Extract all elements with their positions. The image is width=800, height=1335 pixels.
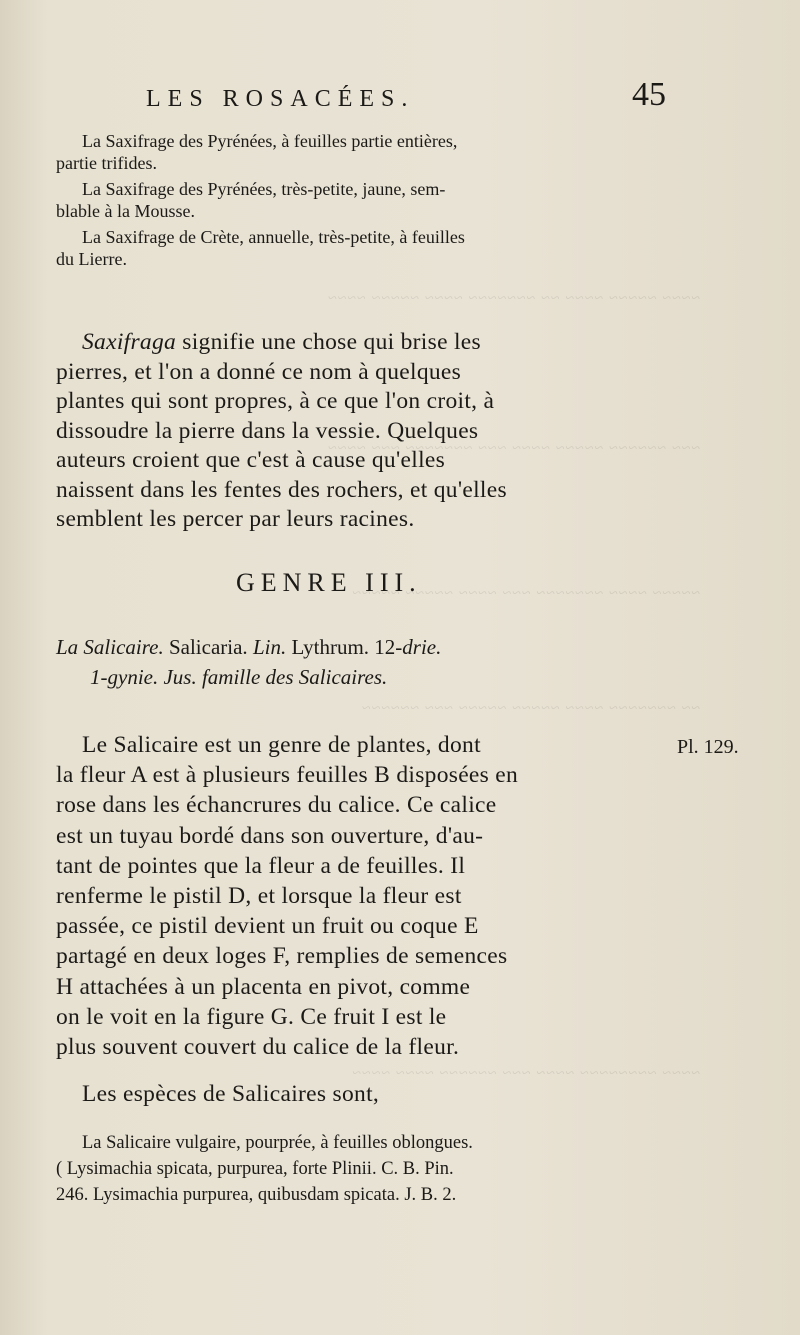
paragraph-line: H attachées à un placenta en pivot, comme <box>56 973 471 1000</box>
species-entry <box>56 1130 668 1208</box>
plate-reference: Pl. 129. <box>677 736 739 758</box>
paragraph-line: tant de pointes que la fleur a de feuilles. Il <box>56 852 466 879</box>
species-intro <box>56 1080 668 1110</box>
paragraph-line: rose dans les échancrures du calice. Ce calice <box>56 792 497 819</box>
paragraph-line: renferme le pistil D, et lorsque la fleur est <box>56 883 462 910</box>
paragraph-line: semblent les percer par leurs racines. <box>56 506 415 532</box>
page-header <box>146 76 666 120</box>
running-head: LES ROSACÉES. <box>146 86 415 112</box>
paragraph-line: Le Salicaire est un genre de plantes, dont <box>82 732 481 758</box>
species-line: La Saxifrage des Pyrénées, très-petite, jaune, sem- <box>82 179 446 199</box>
paragraph-line: on le voit en la figure G. Ce fruit I est le <box>56 1003 447 1030</box>
species-line: 246. Lysimachia purpurea, quibusdam spicata. J. B. 2. <box>56 1185 457 1205</box>
paragraph-line: plantes qui sont propres, à ce que l'on croit, à <box>56 388 495 414</box>
species-line: blable à la Mousse. <box>56 201 195 221</box>
paragraph-line: Saxifraga signifie une chose qui brise les <box>82 329 481 355</box>
species-line: partie trifides. <box>56 153 157 173</box>
subtitle-line: La Salicaire. Salicaria. Lin. Lythrum. 12-drie. <box>56 635 442 659</box>
paragraph-line: plus souvent couvert du calice de la fleur. <box>56 1034 460 1061</box>
genre-heading: GENRE III. <box>236 568 422 597</box>
paragraph-line: auteurs croient que c'est à cause qu'elles <box>56 447 446 473</box>
show-through-texture: ~~~~~ ~~~~ ~~~~~~~ ~~~ ~~~~ ~~~~~ ~~~~~ <box>351 585 700 602</box>
paragraph-line: dissoudre la pierre dans la vessie. Quelques <box>56 417 479 444</box>
paragraph-line: pierres, et l'on a donné ce nom à quelques <box>56 358 462 385</box>
paragraph-line: est un tuyau bordé dans son ouverture, d'au- <box>56 822 484 849</box>
species-list-top <box>56 130 668 270</box>
page-number: 45 <box>632 76 666 113</box>
genre-subtitle <box>56 632 668 692</box>
show-through-texture: ~~~~ ~~~~~ ~~~~ ~~ ~~~~~~~ ~~~~ ~~~~~ ~~~~ <box>327 290 700 307</box>
etymology-paragraph <box>56 328 668 535</box>
subtitle-line: 1-gynie. Jus. famille des Salicaires. <box>90 665 388 689</box>
paragraph-line: naissent dans les fentes des rochers, et qu'elles <box>56 476 507 503</box>
paragraph-line: passée, ce pistil devient un fruit ou coque E <box>56 913 479 940</box>
show-through-texture: ~~~ ~~~~~~ ~~~~~ ~~~~ ~~~ ~~~~~~~ ~~~ ~~~~ <box>327 440 700 457</box>
species-line: La Saxifrage de Crète, annuelle, très-petite, à feuilles <box>82 227 465 247</box>
intro-line: Les espèces de Salicaires sont, <box>82 1081 380 1107</box>
latin-term: Saxifraga <box>82 329 177 355</box>
paragraph-line: partagé en deux loges F, remplies de semences <box>56 943 508 970</box>
paragraph-line: la fleur A est à plusieurs feuilles B disposées en <box>56 762 519 789</box>
species-line: ( Lysimachia spicata, purpurea, forte Plinii. C. B. Pin. <box>56 1159 454 1179</box>
description-paragraph <box>56 730 668 1062</box>
species-line: La Saxifrage des Pyrénées, à feuilles partie entières, <box>82 131 458 151</box>
species-line: La Salicaire vulgaire, pourprée, à feuilles oblongues. <box>82 1133 473 1153</box>
species-line: du Lierre. <box>56 249 127 269</box>
show-through-texture: ~~~~ ~~~~~~~~ ~~~~ ~~~ ~~~~~~ ~~~~ ~~~~ <box>351 1065 700 1082</box>
show-through-texture: ~~ ~~~~~~~ ~~~~ ~~~~~ ~~~~~ ~~~ ~~~~~~ <box>361 700 700 717</box>
